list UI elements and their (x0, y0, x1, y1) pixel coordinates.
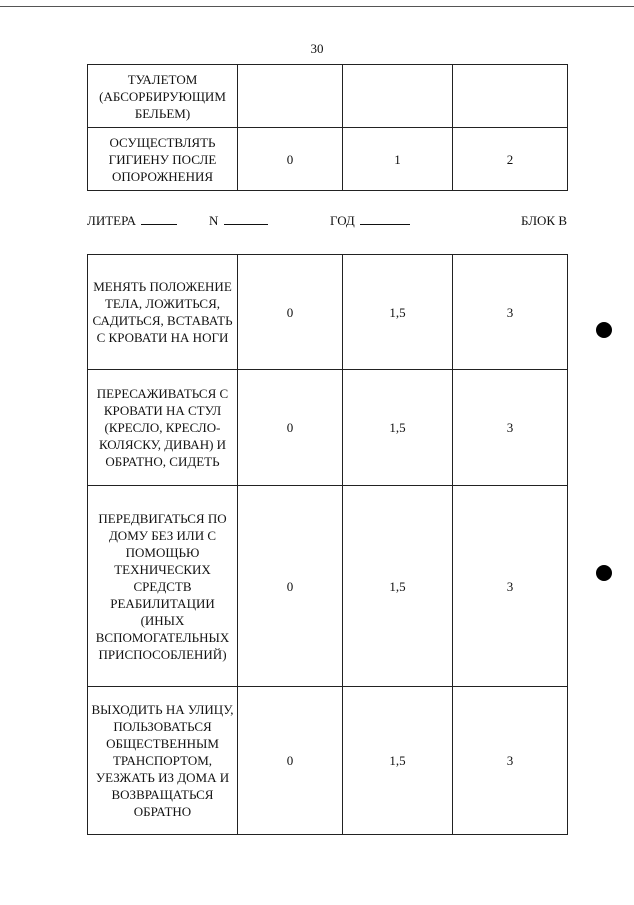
block-label: БЛОК В (521, 213, 567, 228)
litera-blank (141, 214, 177, 225)
page-number: 30 (310, 41, 324, 56)
table-row (88, 687, 568, 835)
score-cell: 0 (238, 255, 343, 370)
score-cell: 1,5 (343, 687, 453, 835)
activity-label: ВЫХОДИТЬ НА УЛИЦУ, ПОЛЬЗОВАТЬСЯ ОБЩЕСТВЕННЫМ ТРАНСПОРТОМ, УЕЗЖАТЬ ИЗ ДОМА И ВОЗВРАЩАТЬСЯ ОБРАТНО (88, 687, 238, 835)
score-cell: 1,5 (343, 370, 453, 486)
score-cell: 0 (238, 687, 343, 835)
activity-table-block-v (87, 254, 568, 835)
score-cell: 1 (343, 128, 453, 191)
score-cell: 3 (453, 370, 568, 486)
activity-label: МЕНЯТЬ ПОЛОЖЕНИЕ ТЕЛА, ЛОЖИТЬСЯ, САДИТЬСЯ, ВСТАВАТЬ С КРОВАТИ НА НОГИ (88, 255, 238, 370)
score-cell: 0 (238, 370, 343, 486)
year-field (330, 213, 410, 229)
number-blank (224, 214, 268, 225)
activity-label: ПЕРЕСАЖИВАТЬСЯ С КРОВАТИ НА СТУЛ (КРЕСЛО, КРЕСЛО-КОЛЯСКУ, ДИВАН) И ОБРАТНО, СИДЕТЬ (88, 370, 238, 486)
activity-label: ОСУЩЕСТВЛЯТЬ ГИГИЕНУ ПОСЛЕ ОПОРОЖНЕНИЯ (88, 128, 238, 191)
activity-label: ПЕРЕДВИГАТЬСЯ ПО ДОМУ БЕЗ ИЛИ С ПОМОЩЬЮ ТЕХНИЧЕСКИХ СРЕДСТВ РЕАБИЛИТАЦИИ (ИНЫХ ВСПОМОГАТЕЛЬНЫХ ПРИСПОСОБЛЕНИЙ) (88, 486, 238, 687)
score-cell: 2 (453, 128, 568, 191)
litera-field (87, 213, 177, 229)
score-cell: 1,5 (343, 486, 453, 687)
year-label: ГОД (330, 213, 355, 228)
table-row (88, 65, 568, 128)
number-field (209, 213, 268, 229)
table-row (88, 370, 568, 486)
year-blank (360, 214, 410, 225)
table-row (88, 255, 568, 370)
activity-label: ТУАЛЕТОМ (АБСОРБИРУЮЩИМ БЕЛЬЕМ) (88, 65, 238, 128)
score-cell (238, 65, 343, 128)
punch-hole-icon (596, 322, 612, 338)
score-cell (453, 65, 568, 128)
activity-table-continued (87, 64, 568, 191)
score-cell (343, 65, 453, 128)
table-row (88, 486, 568, 687)
score-cell: 1,5 (343, 255, 453, 370)
scan-edge-line (0, 6, 634, 7)
number-label: N (209, 213, 219, 228)
score-cell: 0 (238, 128, 343, 191)
table-row (88, 128, 568, 191)
litera-label: ЛИТЕРА (87, 213, 137, 228)
score-cell: 3 (453, 255, 568, 370)
score-cell: 3 (453, 486, 568, 687)
score-cell: 3 (453, 687, 568, 835)
punch-hole-icon (596, 565, 612, 581)
score-cell: 0 (238, 486, 343, 687)
